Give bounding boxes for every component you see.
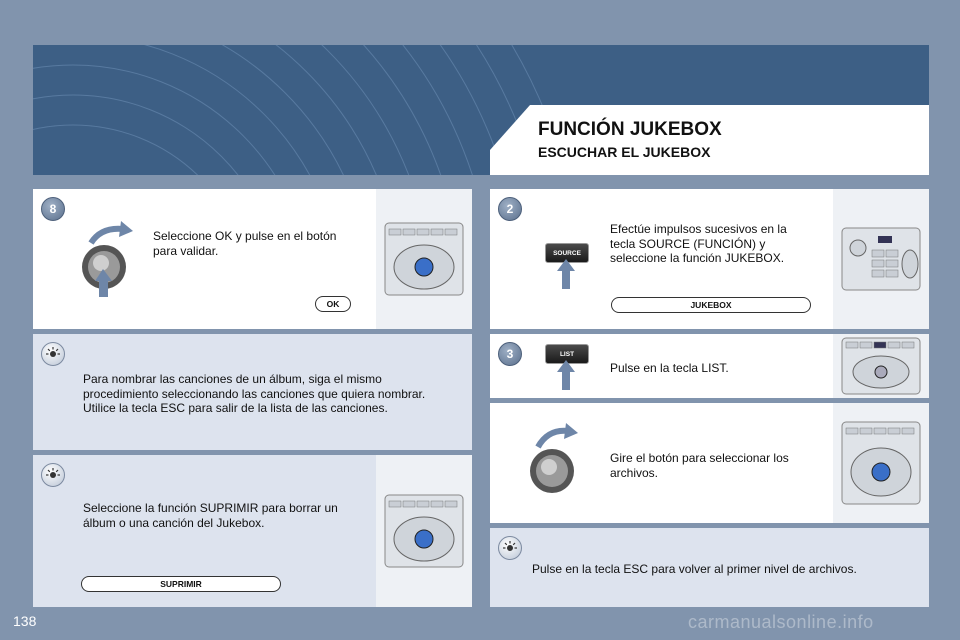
tip-esc-text: Pulse en la tecla ESC para volver al primer nivel de archivos. <box>532 562 857 576</box>
jukebox-option-pill: JUKEBOX <box>611 297 811 313</box>
step-3-panel <box>490 334 929 398</box>
ok-option-pill: OK <box>315 296 351 312</box>
page-title: FUNCIÓN JUKEBOX <box>538 119 722 140</box>
radio-panel-image <box>833 403 929 523</box>
list-key-icon: LIST <box>545 344 589 364</box>
page-number: 138 <box>13 613 37 629</box>
rotary-knob-icon <box>71 219 141 329</box>
step-8-panel <box>33 189 472 329</box>
page-subtitle: ESCUCHAR EL JUKEBOX <box>538 144 711 160</box>
radio-panel-image <box>833 189 929 329</box>
press-arrow-icon <box>556 360 576 390</box>
step-8-text: Seleccione OK y pulse en el botón para validar. <box>153 229 337 258</box>
step-number-badge: 3 <box>498 342 522 366</box>
step-3-text: Pulse en la tecla LIST. <box>610 361 729 375</box>
step-2-text: Efectúe impulsos sucesivos en la tecla SOURCE (FUNCIÓN) y seleccione la función JUKEBOX. <box>610 222 787 265</box>
knob-step-text: Gire el botón para seleccionar los archivos. <box>610 451 789 480</box>
step-number-badge: 8 <box>41 197 65 221</box>
tip-esc-panel <box>490 528 929 607</box>
suprimir-option-pill: SUPRIMIR <box>81 576 281 592</box>
radio-panel-image <box>833 334 929 398</box>
tip-delete-panel <box>33 455 472 607</box>
step-2-panel <box>490 189 929 329</box>
tip-album-panel <box>33 334 472 450</box>
press-arrow-icon <box>556 259 576 289</box>
radio-panel-image <box>376 189 472 329</box>
rotary-knob-icon <box>528 421 598 513</box>
lightbulb-icon <box>498 536 522 560</box>
lightbulb-icon <box>41 463 65 487</box>
radio-panel-image <box>376 455 472 607</box>
tip-album-text: Para nombrar las canciones de un álbum, siga el mismo procedimiento seleccionando las canciones que quiera nombrar. Utilice la tecla ESC para salir de la lista de las canciones. <box>83 372 426 415</box>
watermark: carmanualsonline.info <box>688 612 874 632</box>
step-number-badge: 2 <box>498 197 522 221</box>
lightbulb-icon <box>41 342 65 366</box>
knob-step-panel <box>490 403 929 523</box>
tip-delete-text: Seleccione la función SUPRIMIR para borrar un álbum o una canción del Jukebox. <box>83 501 338 530</box>
source-key-icon: SOURCE <box>545 243 589 263</box>
